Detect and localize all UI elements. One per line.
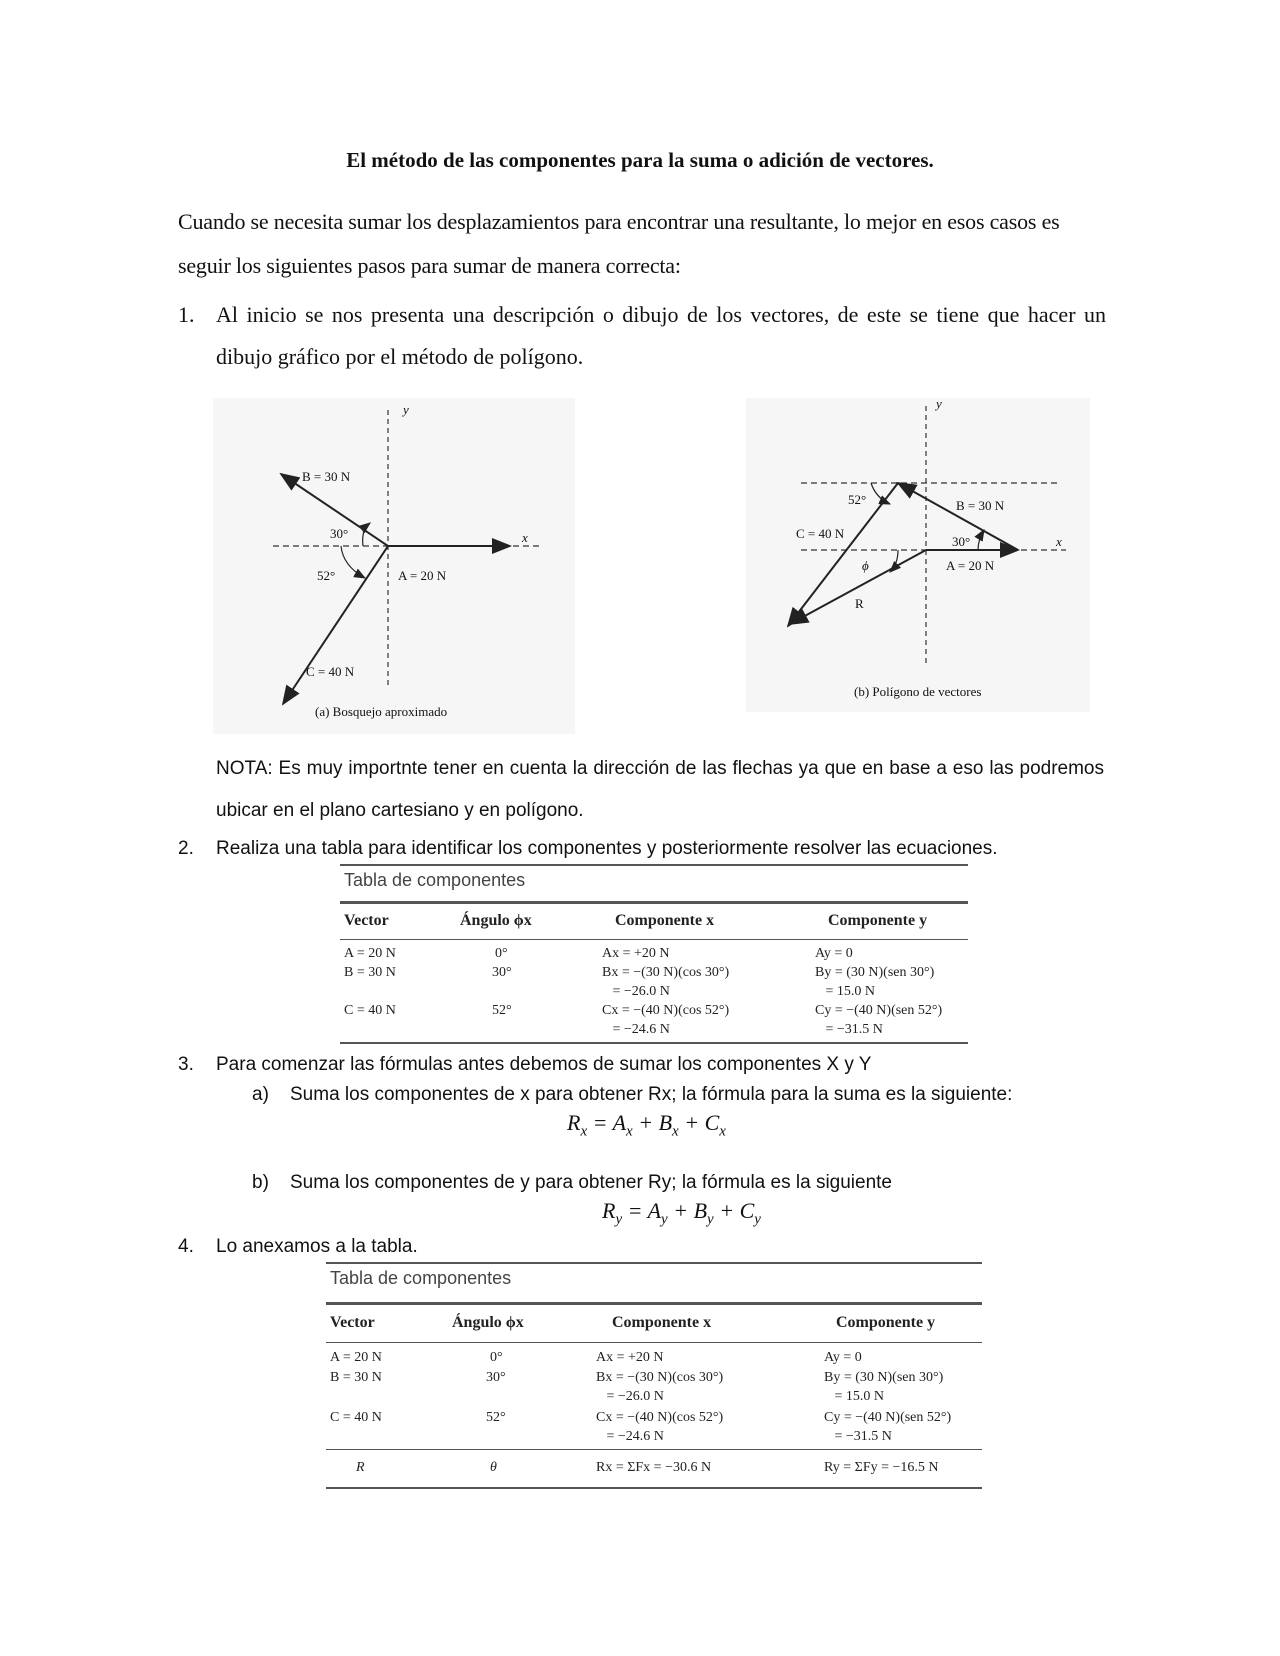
angle-52-label: 52° (848, 492, 867, 507)
step-text: Suma los componentes de x para obtener Rx; la fórmula para la suma es la siguiente: (290, 1084, 1013, 1105)
table-cell: 0° (495, 946, 508, 961)
result-vector: R (356, 1460, 365, 1475)
x-axis-label: x (1056, 534, 1062, 549)
table-cell: C = 40 N (330, 1410, 382, 1425)
table-cell: Bx = −(30 N)(cos 30°) = −26.0 N (602, 965, 730, 999)
header-component-x: Componente x (612, 1314, 712, 1331)
document-title: El método de las componentes para la suma o adición de vectores. (346, 148, 934, 172)
y-axis-label: y (936, 396, 942, 411)
table-cell: By = (30 N)(sen 30°) = 15.0 N (815, 965, 935, 999)
table-cell: Cy = −(40 N)(sen 52°) = −31.5 N (824, 1410, 952, 1444)
result-component-y: Ry = ΣFy = −16.5 N (824, 1460, 939, 1475)
angle-52-arc (871, 483, 890, 504)
header-component-y: Componente y (836, 1314, 936, 1331)
angle-30-label: 30° (952, 534, 971, 549)
header-angle: Ángulo ϕx (452, 1314, 524, 1331)
result-angle: θ (490, 1460, 497, 1475)
angle-30-arc (978, 530, 984, 550)
table-cell: By = (30 N)(sen 30°) = 15.0 N (824, 1370, 944, 1404)
table-rule (326, 1487, 982, 1489)
step-text: Suma los componentes de y para obtener Ry; la fórmula es la siguiente (290, 1172, 892, 1193)
step-number: 2. (178, 838, 194, 859)
table-cell: Bx = −(30 N)(cos 30°) = −26.0 N (596, 1370, 724, 1404)
header-vector: Vector (344, 912, 389, 929)
header-component-y: Componente y (828, 912, 928, 929)
table-rule (326, 1262, 982, 1264)
table-cell: 30° (486, 1370, 506, 1385)
table-rule (340, 1042, 968, 1044)
angle-52-arc (341, 546, 365, 578)
table-cell: B = 30 N (344, 965, 396, 980)
y-axis-label: y (403, 402, 409, 417)
header-vector: Vector (330, 1314, 375, 1331)
x-axis-label: x (522, 530, 528, 545)
formula-ry: $R_y = A_y + B_y + C_y$ (602, 1198, 761, 1228)
figure-a-sketch (213, 398, 575, 734)
figure-b-polygon (746, 398, 1090, 712)
figure-b-caption: (b) Polígono de vectores (854, 684, 982, 699)
table-cell: Ay = 0 (815, 946, 853, 961)
table-cell: A = 20 N (330, 1350, 382, 1365)
table-cell: Ax = +20 N (602, 946, 670, 961)
table-cell: B = 30 N (330, 1370, 382, 1385)
resultant-r-label: R (855, 596, 864, 611)
table-caption: Tabla de componentes (344, 870, 526, 890)
vector-a-label: A = 20 N (398, 568, 447, 583)
table-rule (340, 864, 968, 866)
angle-30-arc (363, 523, 370, 546)
vector-b-label: B = 30 N (302, 469, 351, 484)
header-angle: Ángulo ϕx (460, 912, 532, 929)
step-3a (252, 1084, 1112, 1112)
formula-rx: $R_x = A_x + B_x + C_x$ (567, 1110, 726, 1140)
table-rule (326, 1342, 982, 1343)
angle-52-label: 52° (317, 568, 336, 583)
table-cell: Cx = −(40 N)(cos 52°) = −24.6 N (602, 1003, 730, 1037)
table-cell: 52° (492, 1003, 512, 1018)
table-cell: 30° (492, 965, 512, 980)
vector-c-arrow (788, 483, 898, 626)
note-paragraph: NOTA: Es muy importnte tener en cuenta la dirección de las flechas ya que en base a eso las podremos ubicar en el plano cartesiano y en polígono. (216, 758, 1104, 821)
result-component-x: Rx = ΣFx = −30.6 N (596, 1460, 712, 1475)
table-cell: 0° (490, 1350, 503, 1365)
vector-b-label: B = 30 N (956, 498, 1005, 513)
step-2 (178, 838, 1108, 866)
step-number: 3. (178, 1054, 194, 1075)
table-rule (340, 939, 968, 940)
resultant-r-arrow (790, 550, 926, 624)
step-text: Realiza una tabla para identificar los componentes y posteriormente resolver las ecuaciones. (216, 838, 998, 859)
components-table-with-result (326, 1262, 982, 1490)
vector-c-label: C = 40 N (306, 664, 355, 679)
table-cell: C = 40 N (344, 1003, 396, 1018)
table-rule (326, 1302, 982, 1305)
step-number: 1. (178, 302, 195, 327)
table-caption: Tabla de componentes (330, 1268, 512, 1288)
vector-c-label: C = 40 N (796, 526, 845, 541)
table-cell: 52° (486, 1410, 506, 1425)
angle-phi-label: ϕ (862, 558, 869, 573)
intro-paragraph: Cuando se necesita sumar los desplazamientos para encontrar una resultante, lo mejor en esos casos es seguir los siguientes pasos para sumar de manera correcta: (178, 209, 1060, 278)
components-table (340, 864, 968, 1044)
table-rule (326, 1449, 982, 1450)
figure-b-drawing (746, 398, 1090, 712)
step-text: Al inicio se nos presenta una descripción o dibujo de los vectores, de este se tiene que hacer un dibujo gráfico por el método de polígono. (216, 302, 1106, 369)
step-letter: b) (252, 1172, 269, 1193)
step-text: Para comenzar las fórmulas antes debemos de sumar los componentes X y Y (216, 1054, 872, 1075)
vector-a-label: A = 20 N (946, 558, 995, 573)
step-text: Lo anexamos a la tabla. (216, 1236, 418, 1257)
step-number: 4. (178, 1236, 194, 1257)
table-cell: Ax = +20 N (596, 1350, 664, 1365)
step-3 (178, 1054, 1108, 1082)
header-component-x: Componente x (615, 912, 715, 929)
table-cell: A = 20 N (344, 946, 396, 961)
figure-a-drawing (213, 398, 575, 734)
vector-c-arrow (283, 546, 388, 704)
step-4 (178, 1236, 1108, 1264)
table-rule (340, 901, 968, 904)
figure-a-caption: (a) Bosquejo aproximado (315, 704, 448, 719)
step-3b (252, 1172, 1112, 1200)
step-letter: a) (252, 1084, 269, 1105)
table-cell: Ay = 0 (824, 1350, 862, 1365)
table-cell: Cy = −(40 N)(sen 52°) = −31.5 N (815, 1003, 943, 1037)
angle-30-label: 30° (330, 526, 349, 541)
table-cell: Cx = −(40 N)(cos 52°) = −24.6 N (596, 1410, 724, 1444)
